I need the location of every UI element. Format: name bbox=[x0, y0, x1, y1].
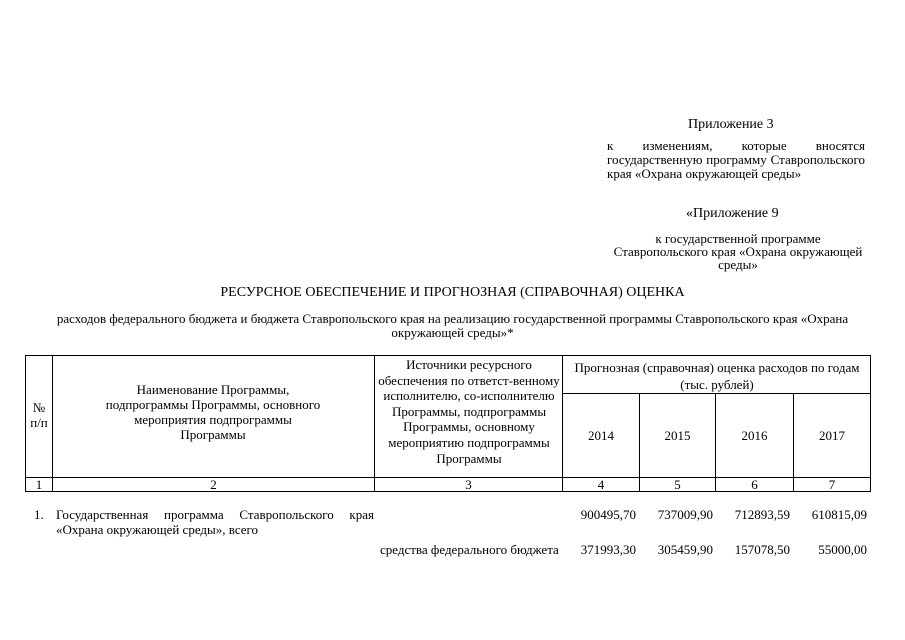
row-value-2017: 55000,00 bbox=[818, 542, 867, 557]
col-number: 1 bbox=[35, 477, 43, 492]
row-value-2017: 610815,09 bbox=[811, 507, 867, 522]
appendix-3-title: Приложение 3 bbox=[688, 117, 774, 132]
document-title: РЕСУРСНОЕ ОБЕСПЕЧЕНИЕ И ПРОГНОЗНАЯ (СПРАВОЧНАЯ) ОЦЕНКА bbox=[220, 285, 685, 300]
row-value-2015: 305459,90 bbox=[657, 542, 713, 557]
header-year-2017: 2017 bbox=[819, 428, 845, 443]
appendix-9-title: «Приложение 9 bbox=[686, 206, 779, 221]
row-value-2014: 371993,30 bbox=[580, 542, 636, 557]
header-forecast: Прогнозная (справочная) оценка расходов по годам (тыс. рублей) bbox=[574, 360, 860, 392]
row-value-2016: 712893,59 bbox=[734, 507, 790, 522]
col-number: 2 bbox=[210, 477, 217, 492]
header-name: Наименование Программы, подпрограммы Программы, основного мероприятия подпрограммы Программы bbox=[105, 382, 321, 442]
header-num: № п/п bbox=[30, 400, 48, 430]
document-subtitle: расходов федерального бюджета и бюджета Ставропольского края на реализацию государственной программы Ставропольского края «Охрана окружающей среды»* bbox=[56, 311, 849, 340]
header-year-2014: 2014 bbox=[588, 428, 614, 443]
col-number: 6 bbox=[751, 477, 758, 492]
row-value-2014: 900495,70 bbox=[580, 507, 636, 522]
header-year-2015: 2015 bbox=[664, 428, 691, 443]
appendix-3-text: к изменениям, которые вносятся государственную программу Ставропольского края «Охрана окружающей среды» bbox=[607, 138, 865, 181]
row-value-2016: 157078,50 bbox=[734, 542, 790, 557]
row-num: 1. bbox=[34, 507, 44, 522]
header-sources: Источники ресурсного обеспечения по ответст-венному исполнителю, со-исполнителю Программы, подпрограммы Программы, основному мероприятию подпрограммы Программы bbox=[378, 357, 560, 466]
col-number: 5 bbox=[674, 477, 681, 492]
col-number: 4 bbox=[597, 477, 605, 492]
appendix-9-text: к государственной программе Ставропольского края «Охрана окружающей среды» bbox=[613, 231, 863, 272]
col-number: 7 bbox=[828, 477, 836, 492]
row-name: Государственная программа Ставропольского края «Охрана окружающей среды», всего bbox=[56, 507, 374, 537]
header-year-2016: 2016 bbox=[741, 428, 768, 443]
col-number: 3 bbox=[465, 477, 472, 492]
row-source: средства федерального бюджета bbox=[380, 542, 559, 557]
row-value-2015: 737009,90 bbox=[657, 507, 713, 522]
